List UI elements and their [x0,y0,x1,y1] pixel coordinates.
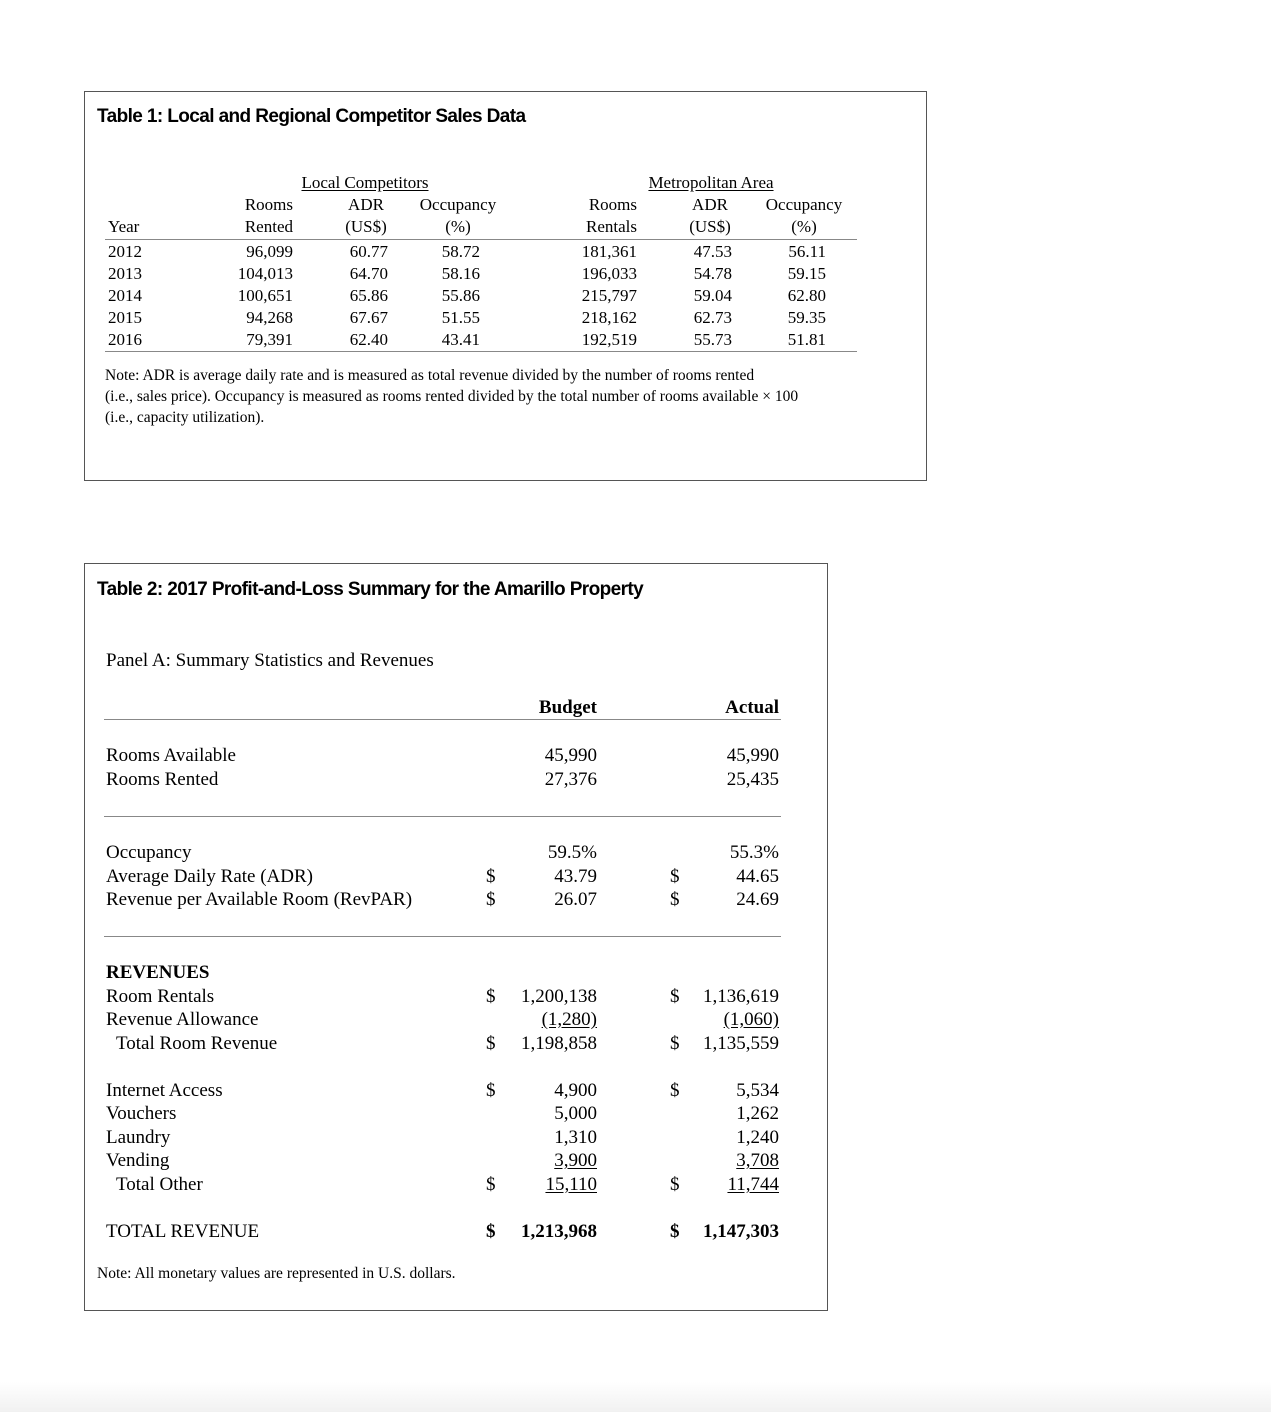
budget-value: 59.5% [547,842,597,863]
table1-bottom-rule [105,351,857,352]
budget-value: 3,900 [554,1150,597,1171]
budget-value: 43.79 [554,866,597,887]
cell-local-occ: 58.72 [441,242,480,261]
dollar-sign: $ [486,866,496,887]
cell-local-adr: 67.67 [349,308,388,327]
header-local-rooms-l2: Rented [244,217,293,236]
header-metro-adr-l2: (US$) [689,217,731,236]
row-label: Total Other [116,1174,203,1195]
cell-local-occ: 55.86 [441,286,480,305]
row-label: Occupancy [106,842,192,863]
budget-value: 1,310 [554,1127,597,1148]
note-line: (i.e., sales price). Occupancy is measured as rooms rented divided by the total number of rooms available × 100 [105,388,799,405]
budget-value: 4,900 [554,1080,597,1101]
header-metro-rooms-l1: Rooms [588,195,637,214]
dollar-sign: $ [670,1033,680,1054]
actual-value: 1,147,303 [703,1221,779,1242]
cell-metro-occ: 51.81 [787,330,826,349]
cell-metro-adr: 47.53 [693,242,732,261]
actual-value: 44.65 [736,866,779,887]
actual-value: 1,135,559 [703,1033,779,1054]
row-label: Revenue Allowance [106,1009,259,1030]
budget-value: 1,213,968 [521,1221,597,1242]
header-local-occ-l1: Occupancy [419,195,497,214]
dollar-sign: $ [670,1080,680,1101]
cell-local-rooms: 94,268 [246,308,293,327]
cell-local-adr: 65.86 [349,286,388,305]
cell-year: 2016 [108,330,142,349]
table2-note: Note: All monetary values are represented in U.S. dollars. [97,1265,456,1282]
header-local-adr-l1: ADR [348,195,384,214]
actual-value: 1,136,619 [703,986,779,1007]
row-label: Vending [106,1150,170,1171]
header-local-adr-l2: (US$) [345,217,387,236]
header-local-occ-l2: (%) [445,217,471,236]
budget-value: 26.07 [554,889,597,910]
row-label: TOTAL REVENUE [106,1221,260,1242]
dollar-sign: $ [486,1080,496,1101]
cell-year: 2014 [108,286,142,305]
dollar-sign: $ [486,1174,496,1195]
actual-value: 24.69 [736,889,779,910]
cell-metro-adr: 54.78 [693,264,732,283]
cell-metro-rooms: 215,797 [581,286,637,305]
table1-header-rule [105,239,857,240]
note-line: (i.e., capacity utilization). [105,409,265,426]
actual-value: 1,262 [736,1103,779,1124]
header-metro-rooms-l2: Rentals [586,217,637,236]
row-label: Total Room Revenue [116,1033,278,1054]
dollar-sign: $ [670,1221,680,1242]
dollar-sign: $ [486,986,496,1007]
budget-value: 1,200,138 [521,986,597,1007]
cell-local-adr: 62.40 [349,330,388,349]
table1-title: Table 1: Local and Regional Competitor Sales Data [97,106,526,127]
header-local-rooms-l1: Rooms [244,195,293,214]
row-label: Room Rentals [106,986,215,1007]
actual-value: 1,240 [736,1127,779,1148]
cell-local-adr: 60.77 [349,242,388,261]
row-label: Rooms Available [106,745,236,766]
header-metro-adr-l1: ADR [692,195,728,214]
dollar-sign: $ [486,889,496,910]
note-line: Note: ADR is average daily rate and is measured as total revenue divided by the number of rooms rented [105,367,755,384]
budget-value: (1,280) [541,1009,597,1030]
budget-value: 45,990 [544,745,597,766]
cell-local-rooms: 79,391 [246,330,293,349]
cell-metro-rooms: 218,162 [581,308,637,327]
cell-local-rooms: 96,099 [246,242,293,261]
table2-box [84,563,828,1311]
cell-metro-adr: 55.73 [693,330,732,349]
actual-value: (1,060) [723,1009,779,1030]
table1-box [84,91,927,481]
actual-value: 3,708 [736,1150,779,1171]
cell-year: 2012 [108,242,142,261]
cell-local-rooms: 100,651 [237,286,293,305]
header-metro-occ-l1: Occupancy [765,195,843,214]
cell-local-occ: 43.41 [441,330,480,349]
header-year: Year [108,217,140,236]
actual-value: 25,435 [726,769,779,790]
budget-value: 15,110 [545,1174,597,1195]
dollar-sign: $ [670,889,680,910]
dollar-sign: $ [670,866,680,887]
cell-local-adr: 64.70 [349,264,388,283]
row-label: Laundry [106,1127,171,1148]
dollar-sign: $ [670,986,680,1007]
revenues-heading: REVENUES [106,962,210,983]
dollar-sign: $ [670,1174,680,1195]
row-label: Rooms Rented [106,769,219,790]
cell-metro-rooms: 196,033 [581,264,637,283]
cell-metro-occ: 62.80 [787,286,826,305]
row-label: Average Daily Rate (ADR) [106,866,313,887]
cell-metro-occ: 59.15 [787,264,826,283]
cell-metro-adr: 62.73 [693,308,732,327]
section-rule [104,816,781,817]
actual-value: 11,744 [727,1174,779,1195]
cell-local-occ: 58.16 [441,264,480,283]
group-metropolitan-area: Metropolitan Area [648,173,774,192]
cell-local-rooms: 104,013 [237,264,293,283]
cell-metro-adr: 59.04 [693,286,732,305]
panel-title: Panel A: Summary Statistics and Revenues [106,650,434,671]
col-budget: Budget [538,697,597,718]
cell-year: 2013 [108,264,142,283]
group-local-competitors: Local Competitors [301,173,429,192]
budget-value: 5,000 [554,1103,597,1124]
actual-value: 5,534 [736,1080,779,1101]
page-bottom-edge [0,1382,1271,1412]
cell-local-occ: 51.55 [441,308,480,327]
table2-title: Table 2: 2017 Profit-and-Loss Summary for the Amarillo Property [97,579,644,600]
cell-metro-rooms: 181,361 [581,242,637,261]
row-label: Vouchers [106,1103,177,1124]
cell-metro-occ: 56.11 [788,242,826,261]
actual-value: 55.3% [729,842,779,863]
actual-value: 45,990 [726,745,779,766]
dollar-sign: $ [486,1033,496,1054]
budget-value: 1,198,858 [521,1033,597,1054]
budget-value: 27,376 [544,769,597,790]
header-metro-occ-l2: (%) [791,217,817,236]
row-label: Revenue per Available Room (RevPAR) [106,889,413,910]
cell-metro-occ: 59.35 [787,308,826,327]
dollar-sign: $ [486,1221,496,1242]
cell-year: 2015 [108,308,142,327]
header-rule [104,719,781,720]
cell-metro-rooms: 192,519 [581,330,637,349]
table1-note [105,365,798,428]
section-rule [104,936,781,937]
col-actual: Actual [725,697,779,718]
row-label: Internet Access [106,1080,223,1101]
